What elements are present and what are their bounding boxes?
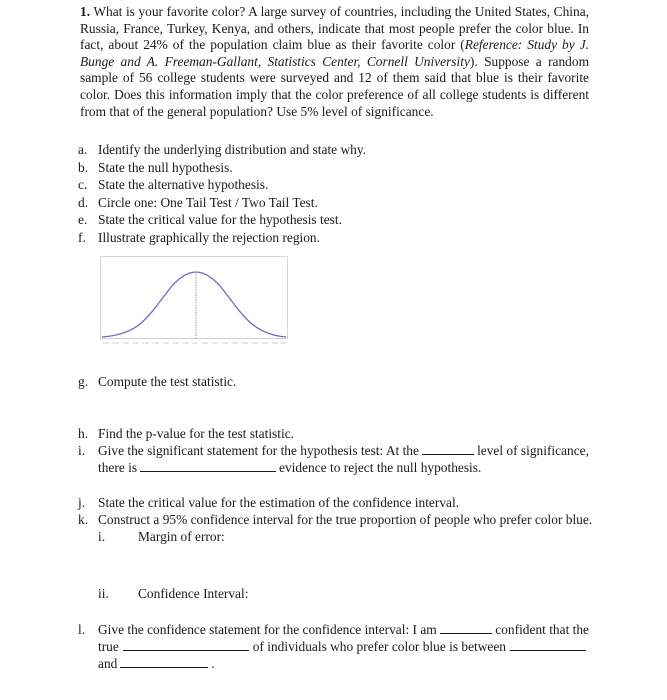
item-a	[78, 141, 366, 158]
item-text: Find the p-value for the test statistic.	[98, 426, 294, 441]
blank-significance-level[interactable]	[422, 442, 474, 455]
subitem-text: Confidence Interval:	[138, 586, 249, 601]
item-c	[78, 176, 268, 193]
svg-text:0.00: 0.00	[192, 342, 198, 345]
svg-text:-2.60: -2.60	[112, 342, 119, 345]
blank-upper-bound[interactable]	[120, 655, 208, 668]
item-label: i.	[78, 443, 86, 458]
subitem-label: ii.	[98, 586, 109, 601]
item-text: evidence to reject the null hypothesis.	[279, 460, 482, 475]
item-text: State the critical value for the hypothesis test.	[98, 212, 342, 227]
item-label: c.	[78, 177, 88, 192]
item-i-line2	[98, 459, 589, 476]
svg-text:-1.80: -1.80	[142, 342, 149, 345]
blank-parameter[interactable]	[123, 638, 249, 651]
item-text: Circle one: One Tail Test / Two Tail Test.	[98, 194, 318, 210]
item-label: l.	[78, 622, 86, 637]
item-d	[78, 194, 318, 211]
svg-text:1.00: 1.00	[212, 342, 218, 345]
svg-text:3.00: 3.00	[280, 342, 286, 345]
blank-confidence-level[interactable]	[440, 621, 493, 634]
item-label: a.	[78, 142, 88, 157]
blank-lower-bound[interactable]	[510, 638, 586, 651]
item-i-line1	[98, 442, 589, 459]
item-g	[78, 373, 236, 390]
normal-distribution-chart	[100, 256, 288, 346]
item-l	[78, 621, 98, 638]
item-text: Compute the test statistic.	[98, 374, 237, 389]
item-text: Identify the underlying distribution and state why.	[98, 142, 367, 157]
item-text: and	[98, 656, 118, 671]
item-text: Construct a 95% confidence interval for the true proportion of people who prefer color blue.	[98, 512, 593, 527]
svg-text:1.40: 1.40	[222, 342, 228, 345]
svg-text:2.60: 2.60	[272, 342, 278, 345]
svg-text:-0.60: -0.60	[182, 342, 189, 345]
svg-text:-2.40: -2.40	[122, 342, 129, 345]
svg-text:1.60: 1.60	[232, 342, 238, 345]
item-label: e.	[78, 212, 88, 227]
item-label: h.	[78, 426, 89, 441]
item-text: State the alternative hypothesis.	[98, 177, 269, 192]
item-e	[78, 211, 342, 228]
item-label: g.	[78, 374, 89, 389]
item-text: true	[98, 639, 119, 654]
item-text: of individuals who prefer color blue is between	[252, 639, 506, 654]
reference-citation: Reference: Study by J. Bunge and A. Freeman-Gallant, Statistics Center, Cornell University	[80, 37, 589, 69]
item-text: level of significance,	[477, 443, 589, 458]
svg-text:-1.40: -1.40	[162, 342, 169, 345]
item-text: State the null hypothesis.	[98, 159, 233, 175]
intro-text-2: ). Suppose a random sample of 56 college students were surveyed and 12 of them said that blue is their favorite color. Does this information imply that the color preference of all college students is different from that of the general population? Use 5% level of significance.	[80, 53, 589, 119]
item-h	[78, 425, 294, 442]
svg-text:2.40: 2.40	[262, 342, 268, 345]
item-label: b.	[78, 159, 89, 175]
svg-text:2.00: 2.00	[252, 342, 258, 345]
item-label: d.	[78, 194, 89, 210]
svg-text:0.60: 0.60	[202, 342, 208, 345]
question-number: 1.	[80, 4, 91, 19]
subitem-label: i.	[98, 529, 106, 544]
item-i	[78, 442, 98, 459]
svg-text:1.80: 1.80	[242, 342, 248, 345]
item-text: Give the confidence statement for the confidence interval: I am	[98, 622, 437, 637]
item-text: confident that the	[495, 622, 589, 637]
item-label: j.	[78, 495, 86, 510]
intro-text-1: What is your favorite color? A large survey of countries, including the United States, China, Russia, France, Turkey, Kenya, and others, indicate that most people prefer the color blue. In fact, about 24% of the population claim blue as their favorite color (	[80, 4, 589, 53]
item-label: k.	[78, 512, 89, 527]
item-b	[78, 159, 233, 176]
item-j	[78, 494, 459, 511]
question-intro	[80, 4, 589, 120]
item-l-line1	[98, 621, 589, 638]
svg-text:-1.60: -1.60	[152, 342, 159, 345]
item-l-line3	[98, 655, 589, 672]
subitem-text: Margin of error:	[138, 529, 225, 544]
item-text: Give the significant statement for the hypothesis test: At the	[98, 443, 419, 458]
item-f	[78, 229, 320, 246]
item-text: Illustrate graphically the rejection region.	[98, 229, 320, 245]
svg-text:-2.00: -2.00	[132, 342, 139, 345]
item-k	[78, 511, 592, 528]
item-text: State the critical value for the estimation of the confidence interval.	[98, 495, 460, 510]
item-text: .	[211, 656, 215, 671]
svg-text:-1.00: -1.00	[172, 342, 179, 345]
svg-text:-3.00: -3.00	[102, 342, 109, 345]
subitem-confidence-interval	[98, 585, 248, 602]
item-text: there is	[98, 460, 138, 475]
blank-evidence[interactable]	[140, 459, 276, 472]
subitem-margin-of-error	[98, 528, 225, 545]
item-l-line2	[98, 638, 589, 655]
item-label: f.	[78, 229, 86, 245]
